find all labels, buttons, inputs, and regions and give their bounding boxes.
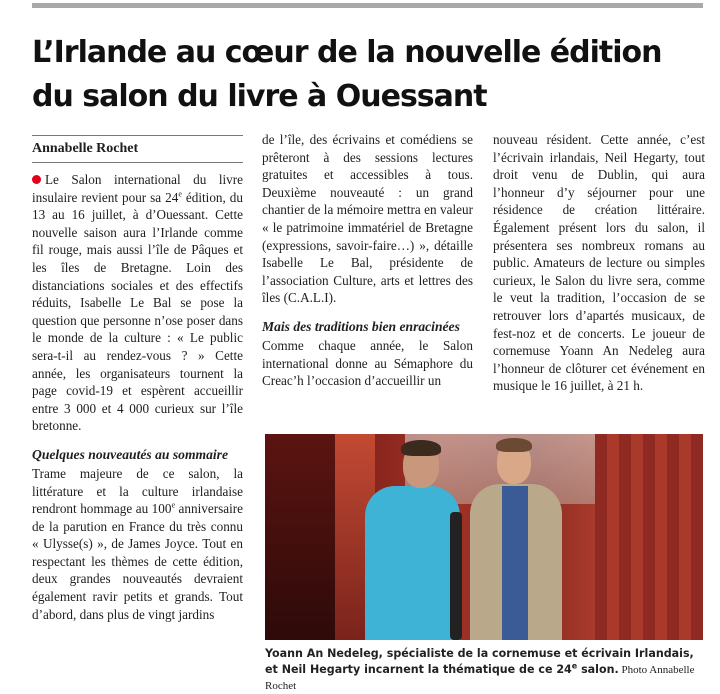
paragraph-5: nouveau résident. Cette année, c’est l’écrivain irlandais, Neil Hegarty, tout droit venu de Dublin, qui aura l’honneur d’y séjourner pour une résidence de création littéraire. Également présent lors du salon, il présentera ses nombreux romans au public. Amateurs de lecture ou simples curieux, le Salon du livre sera, comme le veut la tradition, l’occasion de se retrouver lors d’apartés musicaux, de fest-noz et de concerts. Le joueur de cornemuse Yoann An Nedeleg aura l’honneur de clôturer cet événement en musique le 16 juillet, à 21 h.: [493, 132, 705, 394]
headline-line-2: du salon du livre à Ouessant: [32, 79, 487, 114]
column-1: [32, 131, 243, 623]
person-left: [365, 486, 460, 640]
article-photo: [265, 434, 703, 640]
subheading-1: Quelques nouveautés au sommaire: [32, 446, 228, 462]
paragraph-4: Comme chaque année, le Salon international donne au Sémaphore du Creac’h l’occasion d’accueillir un: [262, 337, 473, 389]
subheading-2: Mais des traditions bien enracinées: [262, 318, 460, 334]
column-3: [493, 131, 705, 395]
photo-caption: Yoann An Nedeleg, spécialiste de la cornemuse et écrivain Irlandais, et Neil Hegarty incarnent la thématique de ce 24e salon. Photo Annabelle Rochet: [265, 647, 695, 692]
bagpipe-icon: [450, 512, 462, 640]
column-2: [262, 131, 473, 390]
photo-credit: Photo Annabelle Rochet: [265, 664, 695, 692]
top-rule: [32, 3, 703, 8]
byline: Annabelle Rochet: [32, 135, 243, 163]
paragraph-2: Trame majeure de ce salon, la littérature et la culture irlandaise rendront hommage au 100e anniversaire de la parution en France du très connu « Ulysse(s) », de James Joyce. Tout en respectant les thèmes de cette édition, deux grandes nouveautés devraient également ravir petits et grands. Tout d’abord, dans plus de vingt jardins: [32, 465, 243, 622]
article-headline: [32, 31, 712, 119]
headline-line-1: L’Irlande au cœur de la nouvelle édition: [32, 35, 662, 70]
red-dot-icon: [32, 175, 41, 184]
paragraph-3: de l’île, des écrivains et comédiens se prêteront à des sessions lectures gratuites et accessibles à tous. Deuxième nouveauté : un grand chantier de la mémoire mettra en valeur « le patrimoine immatériel de Bretagne (expressions, savoir-faire…) », détaille Isabelle Le Bal, présidente de l’association Culture, arts et lettres des îles (C.A.L.I).: [262, 132, 473, 306]
intro-paragraph: Le Salon international du livre insulaire revient pour sa 24e édition, du 13 au 16 juillet, à d’Ouessant. Cette nouvelle saison aura l’Irlande comme fil rouge, mais aussi l’île de Pâques et les îles de Bretagne. Loin des distanciations sociales et des effectifs réduits, Isabelle Le Bal se pose la question que personne n’ose poser dans le monde de la culture : « Le public sera-t-il au rendez-vous ? » Cette année, les organisateurs tournent la page covid-19 et espèrent accueillir entre 3 000 et 4 000 curieux sur l’île bretonne.: [32, 172, 243, 434]
